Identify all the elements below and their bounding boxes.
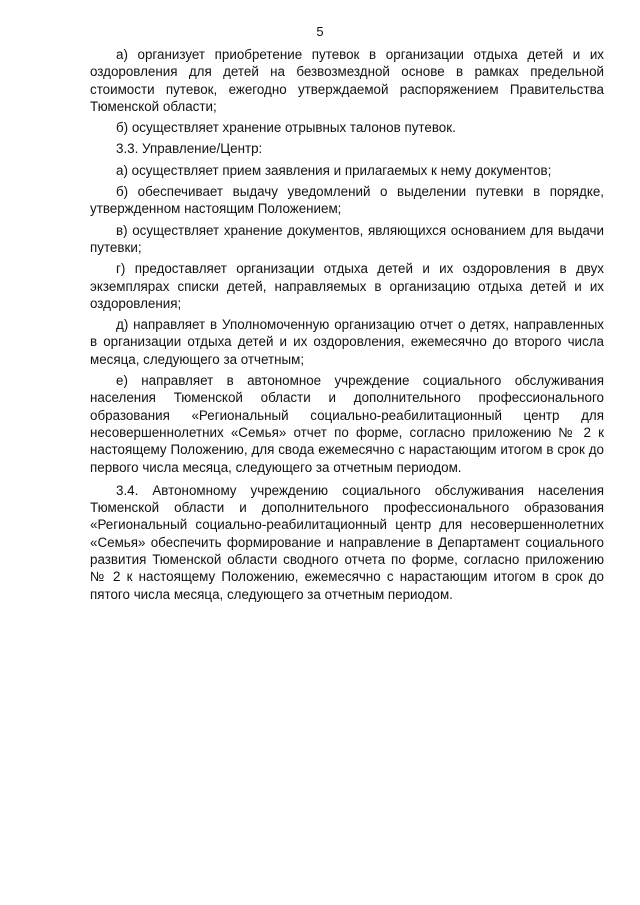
paragraph-3-2-a: а) организует приобретение путевок в организации отдыха детей и их оздоровления для детей на безвозмездной основе в рамках предельной стоимости путевок, ежегодно утверждаемой распоряжением Правительства Тюменской области; xyxy=(90,47,604,114)
paragraph-3-3-g: г) предоставляет организации отдыха детей и их оздоровления в двух экземплярах списки детей, направляемых в организацию отдыха детей и их оздоровления; xyxy=(90,261,604,311)
paragraph-3-3-b: б) обеспечивает выдачу уведомлений о выделении путевки в порядке, утвержденном настоящим Положением; xyxy=(90,184,604,217)
paragraph-3-3-v: в) осуществляет хранение документов, являющихся основанием для выдачи путевки; xyxy=(90,222,604,255)
paragraph-3-3-a: а) осуществляет прием заявления и прилагаемых к нему документов; xyxy=(116,162,552,178)
section-3-3-heading: 3.3. Управление/Центр: xyxy=(116,141,263,157)
page-number: 5 xyxy=(316,24,324,39)
document-body xyxy=(90,46,604,607)
section-3-4: 3.4. Автономному учреждению социального обслуживания населения Тюменской области и дополнительного профессионального образования «Региональный социально-реабилитационный центр для несовершеннолетних «Семья» обеспечить формирование и направление в Департамент социального развития Тюменской области сводного отчета по форме, согласно приложению № 2 к настоящему Положению, ежемесячно с нарастающим итогом в срок до пятого числа месяца, следующего за отчетным периодом. xyxy=(90,482,604,602)
paragraph-3-3-d: д) направляет в Уполномоченную организацию отчет о детях, направленных в организации отдыха детей и их оздоровления, ежемесячно до второго числа месяца, следующего за отчетным; xyxy=(90,317,604,367)
paragraph-3-3-e: е) направляет в автономное учреждение социального обслуживания населения Тюменской области и дополнительного профессионального образования «Региональный социально-реабилитационный центр для несовершеннолетних «Семья» отчет по форме, согласно приложению № 2 к настоящему Положению, для свода ежемесячно с нарастающим итогом в срок до первого числа месяца, следующего за отчетным периодом. xyxy=(90,373,604,475)
paragraph-3-2-b: б) осуществляет хранение отрывных талонов путевок. xyxy=(116,120,456,136)
